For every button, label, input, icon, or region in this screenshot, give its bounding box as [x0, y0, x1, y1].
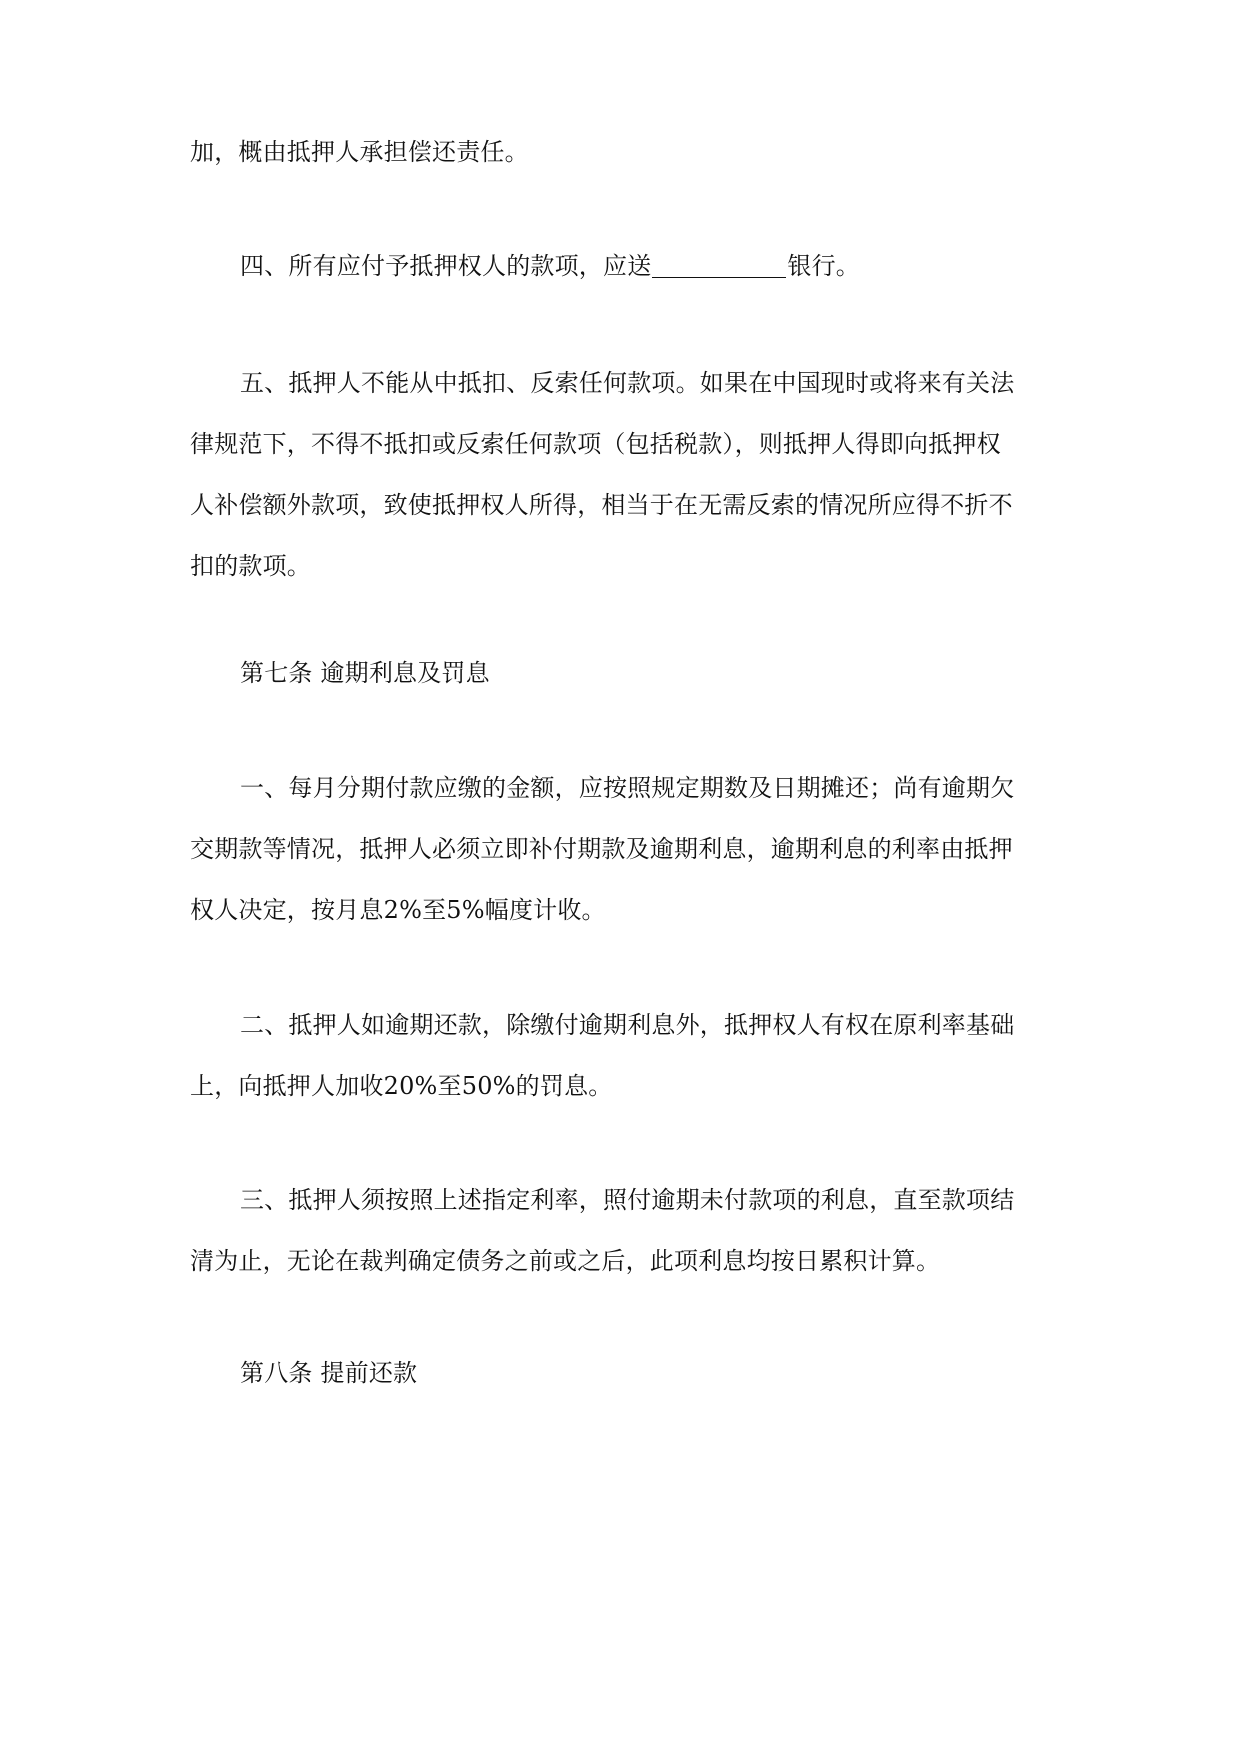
paragraph-two-penalty: [190, 995, 1040, 1117]
paragraph-one-overdue-interest: [190, 758, 1040, 941]
paragraph-line: 三、抵押人须按照上述指定利率，照付逾期未付款项的利息，直至款项结: [240, 1186, 1015, 1214]
paragraph-line: 人补偿额外款项，致使抵押权人所得，相当于在无需反索的情况所应得不折不: [190, 491, 1013, 519]
paragraph-line: 交期款等情况，抵押人必须立即补付期款及逾期利息，逾期利息的利率由抵押: [190, 835, 1013, 863]
paragraph-text-before-blank: 四、所有应付予抵押权人的款项，应送: [240, 252, 652, 280]
paragraph-line: 上，向抵押人加收20%至50%的罚息。: [190, 1072, 613, 1100]
paragraph-five-no-deduction: [190, 353, 1040, 597]
paragraph-line: 律规范下，不得不抵扣或反索任何款项（包括税款），则抵押人得即向抵押权: [190, 430, 1001, 458]
section-heading: 第七条 逾期利息及罚息: [240, 659, 490, 687]
paragraph-line: 五、抵押人不能从中抵扣、反索任何款项。如果在中国现时或将来有关法: [240, 369, 1015, 397]
paragraph-line: 权人决定，按月息2%至5%幅度计收。: [190, 896, 606, 924]
paragraph-line: [190, 236, 1040, 297]
paragraph-line: 二、抵押人如逾期还款，除缴付逾期利息外，抵押权人有权在原利率基础: [240, 1011, 1015, 1039]
article-eight-heading: [190, 1343, 1040, 1404]
paragraph-line: 扣的款项。: [190, 552, 311, 580]
paragraph-three-daily-interest: [190, 1170, 1040, 1292]
paragraph-line: 一、每月分期付款应缴的金额，应按照规定期数及日期摊还；尚有逾期欠: [240, 774, 1015, 802]
section-heading: 第八条 提前还款: [240, 1359, 418, 1387]
paragraph-four-payment-bank: [190, 236, 1040, 297]
paragraph-text-after-blank: 银行。: [787, 252, 861, 280]
paragraph-continuation: [190, 122, 1040, 183]
paragraph-line: 清为止，无论在裁判确定债务之前或之后，此项利息均按日累积计算。: [190, 1247, 941, 1275]
bank-name-blank: [652, 253, 786, 278]
article-seven-heading: [190, 643, 1040, 704]
paragraph-line: 加，概由抵押人承担偿还责任。: [190, 138, 529, 166]
